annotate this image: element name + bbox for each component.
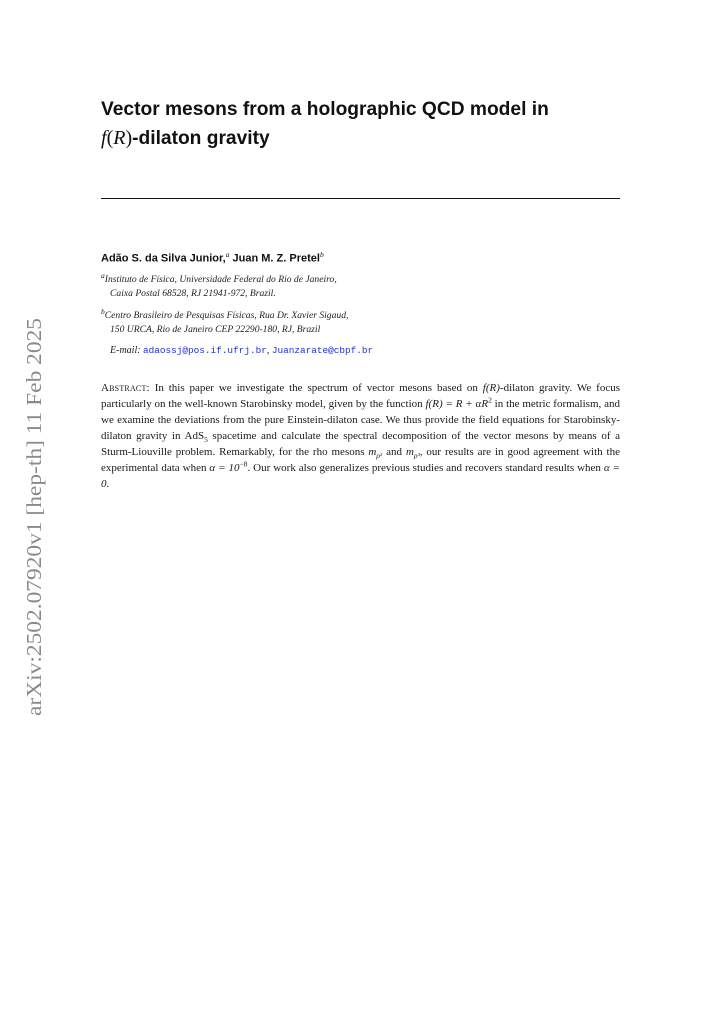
author-1-name: Adão S. da Silva Junior,: [101, 252, 226, 265]
paper-title: [101, 96, 601, 153]
email-label: E-mail:: [110, 345, 141, 356]
arxiv-identifier: arXiv:2502.07920v1 [hep-th] 11 Feb 2025: [22, 350, 46, 716]
abstract-paragraph: Abstract: In this paper we investigate the spectrum of vector mesons based on f(R)-dilaton gravity. We focus particularly on the well-known Starobinsky model, given by the function $f(R) = R + \alpha R^2$ in the metric formalism, and we examine the deviations from the pure Einstein-dilaton case. We thus provide the field equations for Starobinsky-dilaton gravity in AdS$_5$ spacetime and calculate the spectral decomposition of the vector mesons by means of a Sturm-Liouville problem. Remarkably, for the rho mesons $m_{\rho^2}$ and $m_{\rho^3}$, our results are in good agreement with the experimental data when $\alpha = 10^{-8}$. Our work also generalizes previous studies and recovers standard results when α = 0.: [101, 382, 620, 490]
abstract-label: Abstract:: [101, 382, 150, 394]
title-line-1: Vector mesons from a holographic QCD model in: [101, 99, 549, 120]
author-list: [101, 248, 324, 266]
arxiv-sidebar-stamp: [22, 318, 48, 716]
email-link-1[interactable]: adaossj@pos.if.ufrj.br: [143, 345, 267, 356]
title-line-2: -dilaton gravity: [132, 128, 270, 149]
affiliation-a: $^a$Instituto de Física, Universidade Federal do Rio de Janeiro, Caixa Postal 68528, RJ 21941-972, Brazil.: [101, 271, 337, 300]
email-line: E-mail: adaossj@pos.if.ufrj.br, Juanzarate@cbpf.br: [110, 345, 374, 356]
affiliation-b: $^b$Centro Brasileiro de Pesquisas Físicas, Rua Dr. Xavier Sigaud, 150 URCA, Rio de Janeiro CEP 22290-180, RJ, Brazil: [101, 307, 349, 336]
email-link-2[interactable]: Juanzarate@cbpf.br: [271, 345, 374, 356]
title-divider: [101, 198, 620, 199]
title-math-f-of-r: f(R): [101, 127, 133, 149]
author-2-name: Juan M. Z. Pretel: [232, 252, 320, 265]
author-1-mark: a: [225, 250, 230, 259]
author-2-mark: b: [319, 250, 324, 259]
